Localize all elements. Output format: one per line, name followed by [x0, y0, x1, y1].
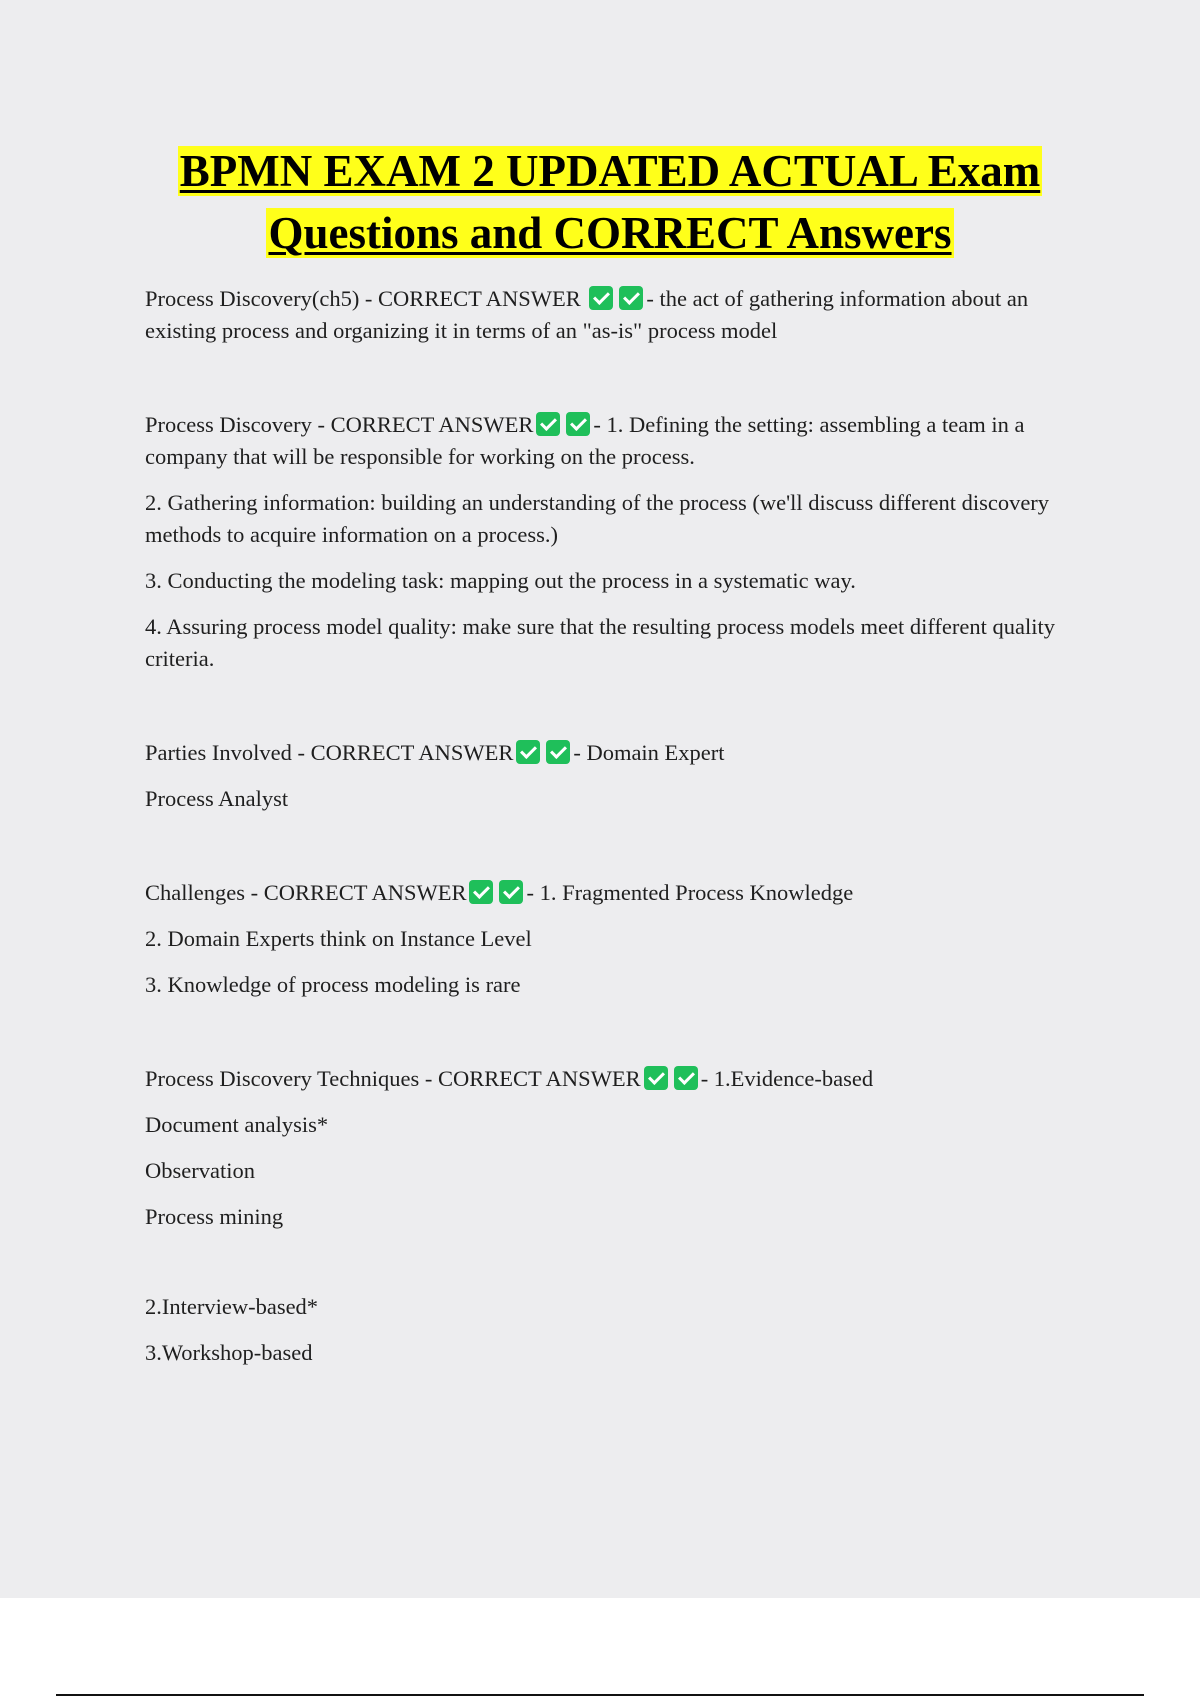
qa-answer-line: 2.Interview-based* — [145, 1294, 319, 1319]
green-checkmark-icon — [619, 286, 643, 310]
qa-term: Parties Involved - CORRECT ANSWER — [145, 740, 514, 765]
qa-answer-line: 4. Assuring process model quality: make sure that the resulting process models meet different quality criteria. — [145, 614, 1056, 671]
qa-first-paragraph — [145, 409, 1085, 473]
qa-answer: - the act of gathering information about an existing process and organizing it in terms of an "as-is" process model — [145, 286, 1029, 343]
title-line-1: BPMN EXAM 2 UPDATED ACTUAL Exam — [179, 146, 1041, 196]
footer-rule — [56, 1694, 1144, 1696]
green-checkmark-icon — [566, 412, 590, 436]
green-checkmark-icon — [516, 740, 540, 764]
title-line-2: Questions and CORRECT Answers — [268, 208, 952, 258]
qa-term: Challenges - CORRECT ANSWER — [145, 880, 467, 905]
green-checkmark-icon — [469, 880, 493, 904]
green-checkmark-icon — [674, 1066, 698, 1090]
qa-first-paragraph — [145, 283, 1085, 347]
qa-item — [145, 1063, 1085, 1369]
qa-answer: - 1. Defining the setting: assembling a team in a company that will be responsible for working on the process. — [145, 412, 1025, 469]
green-checkmark-icon — [499, 880, 523, 904]
qa-answer: - 1.Evidence-based — [700, 1066, 874, 1091]
qa-answer-line: 3. Conducting the modeling task: mapping out the process in a systematic way. — [145, 568, 856, 593]
qa-content — [145, 283, 1085, 1383]
qa-first-paragraph — [145, 877, 1085, 909]
qa-term: Process Discovery Techniques - CORRECT ANSWER — [145, 1066, 641, 1091]
qa-term: Process Discovery - CORRECT ANSWER — [145, 412, 534, 437]
qa-answer: - 1. Fragmented Process Knowledge — [526, 880, 854, 905]
qa-item — [145, 877, 1085, 1001]
qa-item — [145, 737, 1085, 815]
green-checkmark-icon — [536, 412, 560, 436]
green-checkmark-icon — [546, 740, 570, 764]
green-checkmark-icon — [589, 286, 613, 310]
paragraph-gap — [145, 1247, 1085, 1291]
qa-answer-line: Observation — [145, 1158, 255, 1183]
qa-answer-line: 3. Knowledge of process modeling is rare — [145, 972, 521, 997]
qa-answer: - Domain Expert — [573, 740, 725, 765]
qa-answer-line: 2. Gathering information: building an understanding of the process (we'll discuss different discovery methods to acquire information on a process.) — [145, 490, 1050, 547]
qa-first-paragraph — [145, 1063, 1085, 1095]
qa-answer-line: 3.Workshop-based — [145, 1340, 313, 1365]
qa-term: Process Discovery(ch5) - CORRECT ANSWER — [145, 286, 581, 311]
qa-item — [145, 283, 1085, 347]
qa-answer-line: Process mining — [145, 1204, 284, 1229]
document-title — [130, 140, 1090, 264]
qa-item — [145, 409, 1085, 675]
qa-first-paragraph — [145, 737, 1085, 769]
qa-answer-line: 2. Domain Experts think on Instance Level — [145, 926, 532, 951]
qa-answer-line: Process Analyst — [145, 786, 289, 811]
green-checkmark-icon — [644, 1066, 668, 1090]
qa-answer-line: Document analysis* — [145, 1112, 329, 1137]
